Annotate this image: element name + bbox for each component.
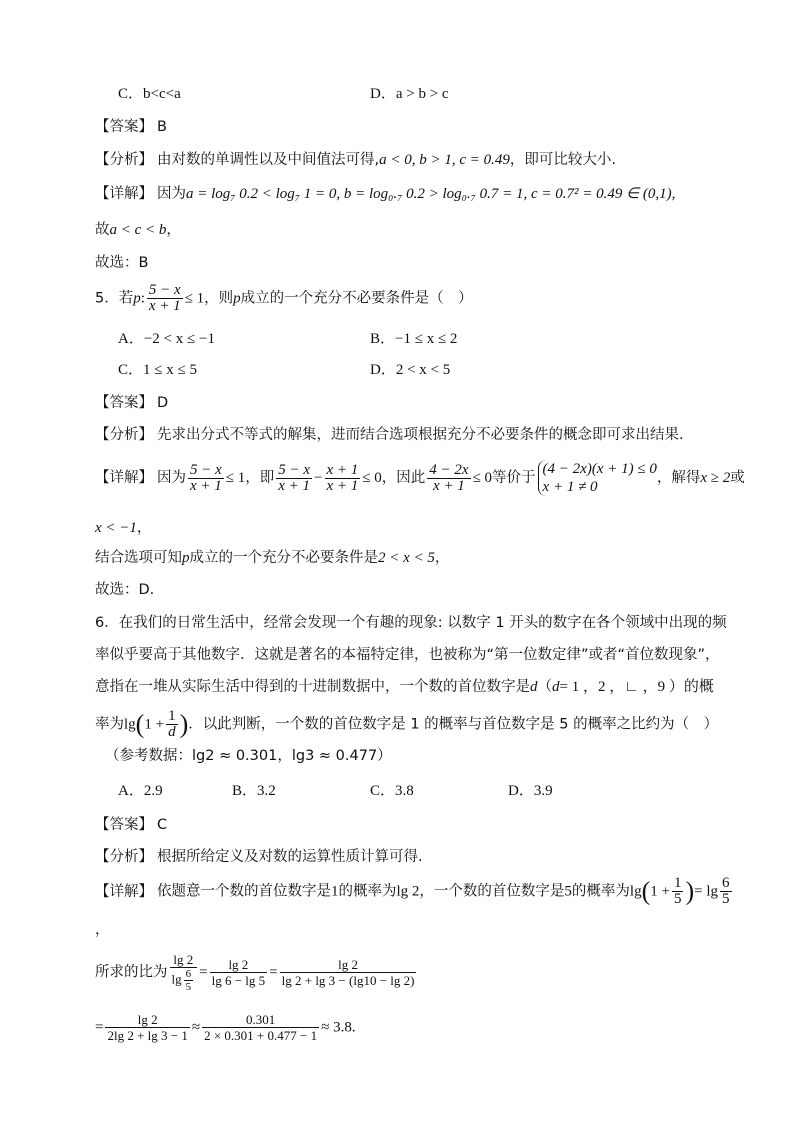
q4-answer [95, 117, 167, 137]
q6-detail: 【详解】 依题意一个数的首位数字是1的概率为lg 2，一个数的首位数字是5的概率为lg(1 + $\frac{1}{5}$ )= lg $\frac{6}{5}$ [95, 875, 730, 907]
q5-stem: 5．若p: $\frac{5 - x}{x + 1}$ ≤ 1，则p成立的一个充分不必要条件是（ ） [95, 282, 473, 314]
answer-value: B [157, 119, 167, 135]
q5-analysis: 【分析】 先求出分式不等式的解集，进而结合选项根据充分不必要条件的概念即可求出结果. [95, 427, 684, 443]
q4-choose: 故选：B [95, 255, 149, 271]
q6-stem-line-3: 意指在一堆从实际生活中得到的十进制数据中，一个数的首位数字是d（d= 1 ，2 ，∟ ，9 ）的概 [95, 679, 714, 695]
detail-tag: 【详解】 [95, 883, 153, 900]
inequality-system: (4 − 2x)(x + 1) ≤ 0 x + 1 ≠ 0 [538, 460, 657, 496]
q6-option-d: D．3.9 [508, 783, 553, 799]
q6-option-c: C．3.8 [370, 783, 414, 799]
q6-answer [95, 815, 167, 835]
q6-option-b: B．3.2 [232, 783, 276, 799]
q5-option-c: C．1 ≤ x ≤ 5 [118, 362, 197, 378]
ratio-fraction-1: lg 2 lg $\frac{6}{5}$ [170, 952, 198, 993]
q6-stem-line-4: 率为lg(1 + $\frac{1}{d}$ )．以此判断，一个数的首位数字是 1 的概率与首位数字是 5 的概率之比约为（ ） [95, 708, 719, 740]
q5-option-d: D．2 < x < 5 [370, 362, 451, 378]
detail-tag: 【详解】 [95, 470, 153, 486]
q5-option-b: B．−1 ≤ x ≤ 2 [370, 331, 458, 347]
q6-ratio: 所求的比为 lg 2 lg $\frac{6}{5}$ = $\frac{\lg 2}{\lg 6 - \lg 5}$ = $\frac{\lg 2}{\lg 2 + \lg 3 - (\lg 10 - \lg 2)}$ [95, 952, 415, 993]
q5-choose: 故选：D. [95, 582, 155, 598]
answer-tag: 【答案】 [95, 817, 153, 833]
answer-value: D [157, 395, 169, 411]
q5-stem-fraction: $\frac{5 - x}{x + 1}$ [148, 282, 181, 314]
analysis-tag: 【分析】 [95, 152, 153, 168]
analysis-tag: 【分析】 [95, 427, 153, 443]
q6-final: = $\frac{\lg 2}{2\lg 2 + \lg 3 - 1}$ ≈ $\frac{0.301}{2 \times 0.301 + 0.477 - 1}$ ≈ 3.8. [95, 1012, 356, 1043]
q4-option-d: D．a > b > c [370, 86, 449, 102]
q6-comma-line: ， [95, 922, 110, 938]
q5-solution-cont: x < −1， [95, 520, 152, 536]
q5-option-a: A．−2 < x ≤ −1 [118, 331, 215, 347]
q6-analysis: 【分析】 根据所给定义及对数的运算性质计算可得. [95, 849, 423, 865]
q4-conclusion: 故a < c < b， [95, 222, 181, 238]
q6-stem-line-1: 6．在我们的日常生活中，经常会发现一个有趣的现象: 以数字 1 开头的数字在各个领域中出现的频 [95, 615, 727, 631]
q6-stem-line-2: 率似乎要高于其他数字．这就是著名的本福特定律，也被称为“第一位数定律”或者“首位数现象”， [95, 647, 720, 663]
q6-reference: （参考数据：lg2 ≈ 0.301，lg3 ≈ 0.477） [105, 748, 392, 764]
answer-tag: 【答案】 [95, 395, 153, 411]
answer-tag: 【答案】 [95, 119, 153, 135]
q6-option-a: A．2.9 [118, 783, 163, 799]
q4-analysis: 【分析】 由对数的单调性以及中间值法可得,a < 0, b > 1, c = 0.49，即可比较大小. [95, 152, 616, 168]
q5-detail: 【详解】 因为 $\frac{5 - x}{x + 1}$ ≤ 1，即 $\frac{5 - x}{x + 1}$ − $\frac{x + 1}{x + 1}$ ≤ 0，因此 $\frac{4 - 2x}{x + 1}$ ≤ 0等价于 (4 − 2x)(x + 1) ≤ 0 x + 1 ≠ 0 ，解得x ≥ 2或 [95, 461, 745, 495]
q4-option-c: C．b<c<a [118, 86, 181, 102]
detail-tag: 【详解】 [95, 186, 153, 202]
q4-detail: 【详解】 因为a = log₇ 0.2 < log₇ 1 = 0, b = log₀.₇ 0.2 > log₀.₇ 0.7 = 1, c = 0.7² = 0.49 ∈ (0,1), [95, 186, 676, 202]
answer-value: C [157, 817, 168, 833]
q5-answer [95, 393, 168, 413]
q5-conclusion: 结合选项可知p成立的一个充分不必要条件是2 < x < 5， [95, 550, 450, 566]
analysis-tag: 【分析】 [95, 849, 153, 865]
